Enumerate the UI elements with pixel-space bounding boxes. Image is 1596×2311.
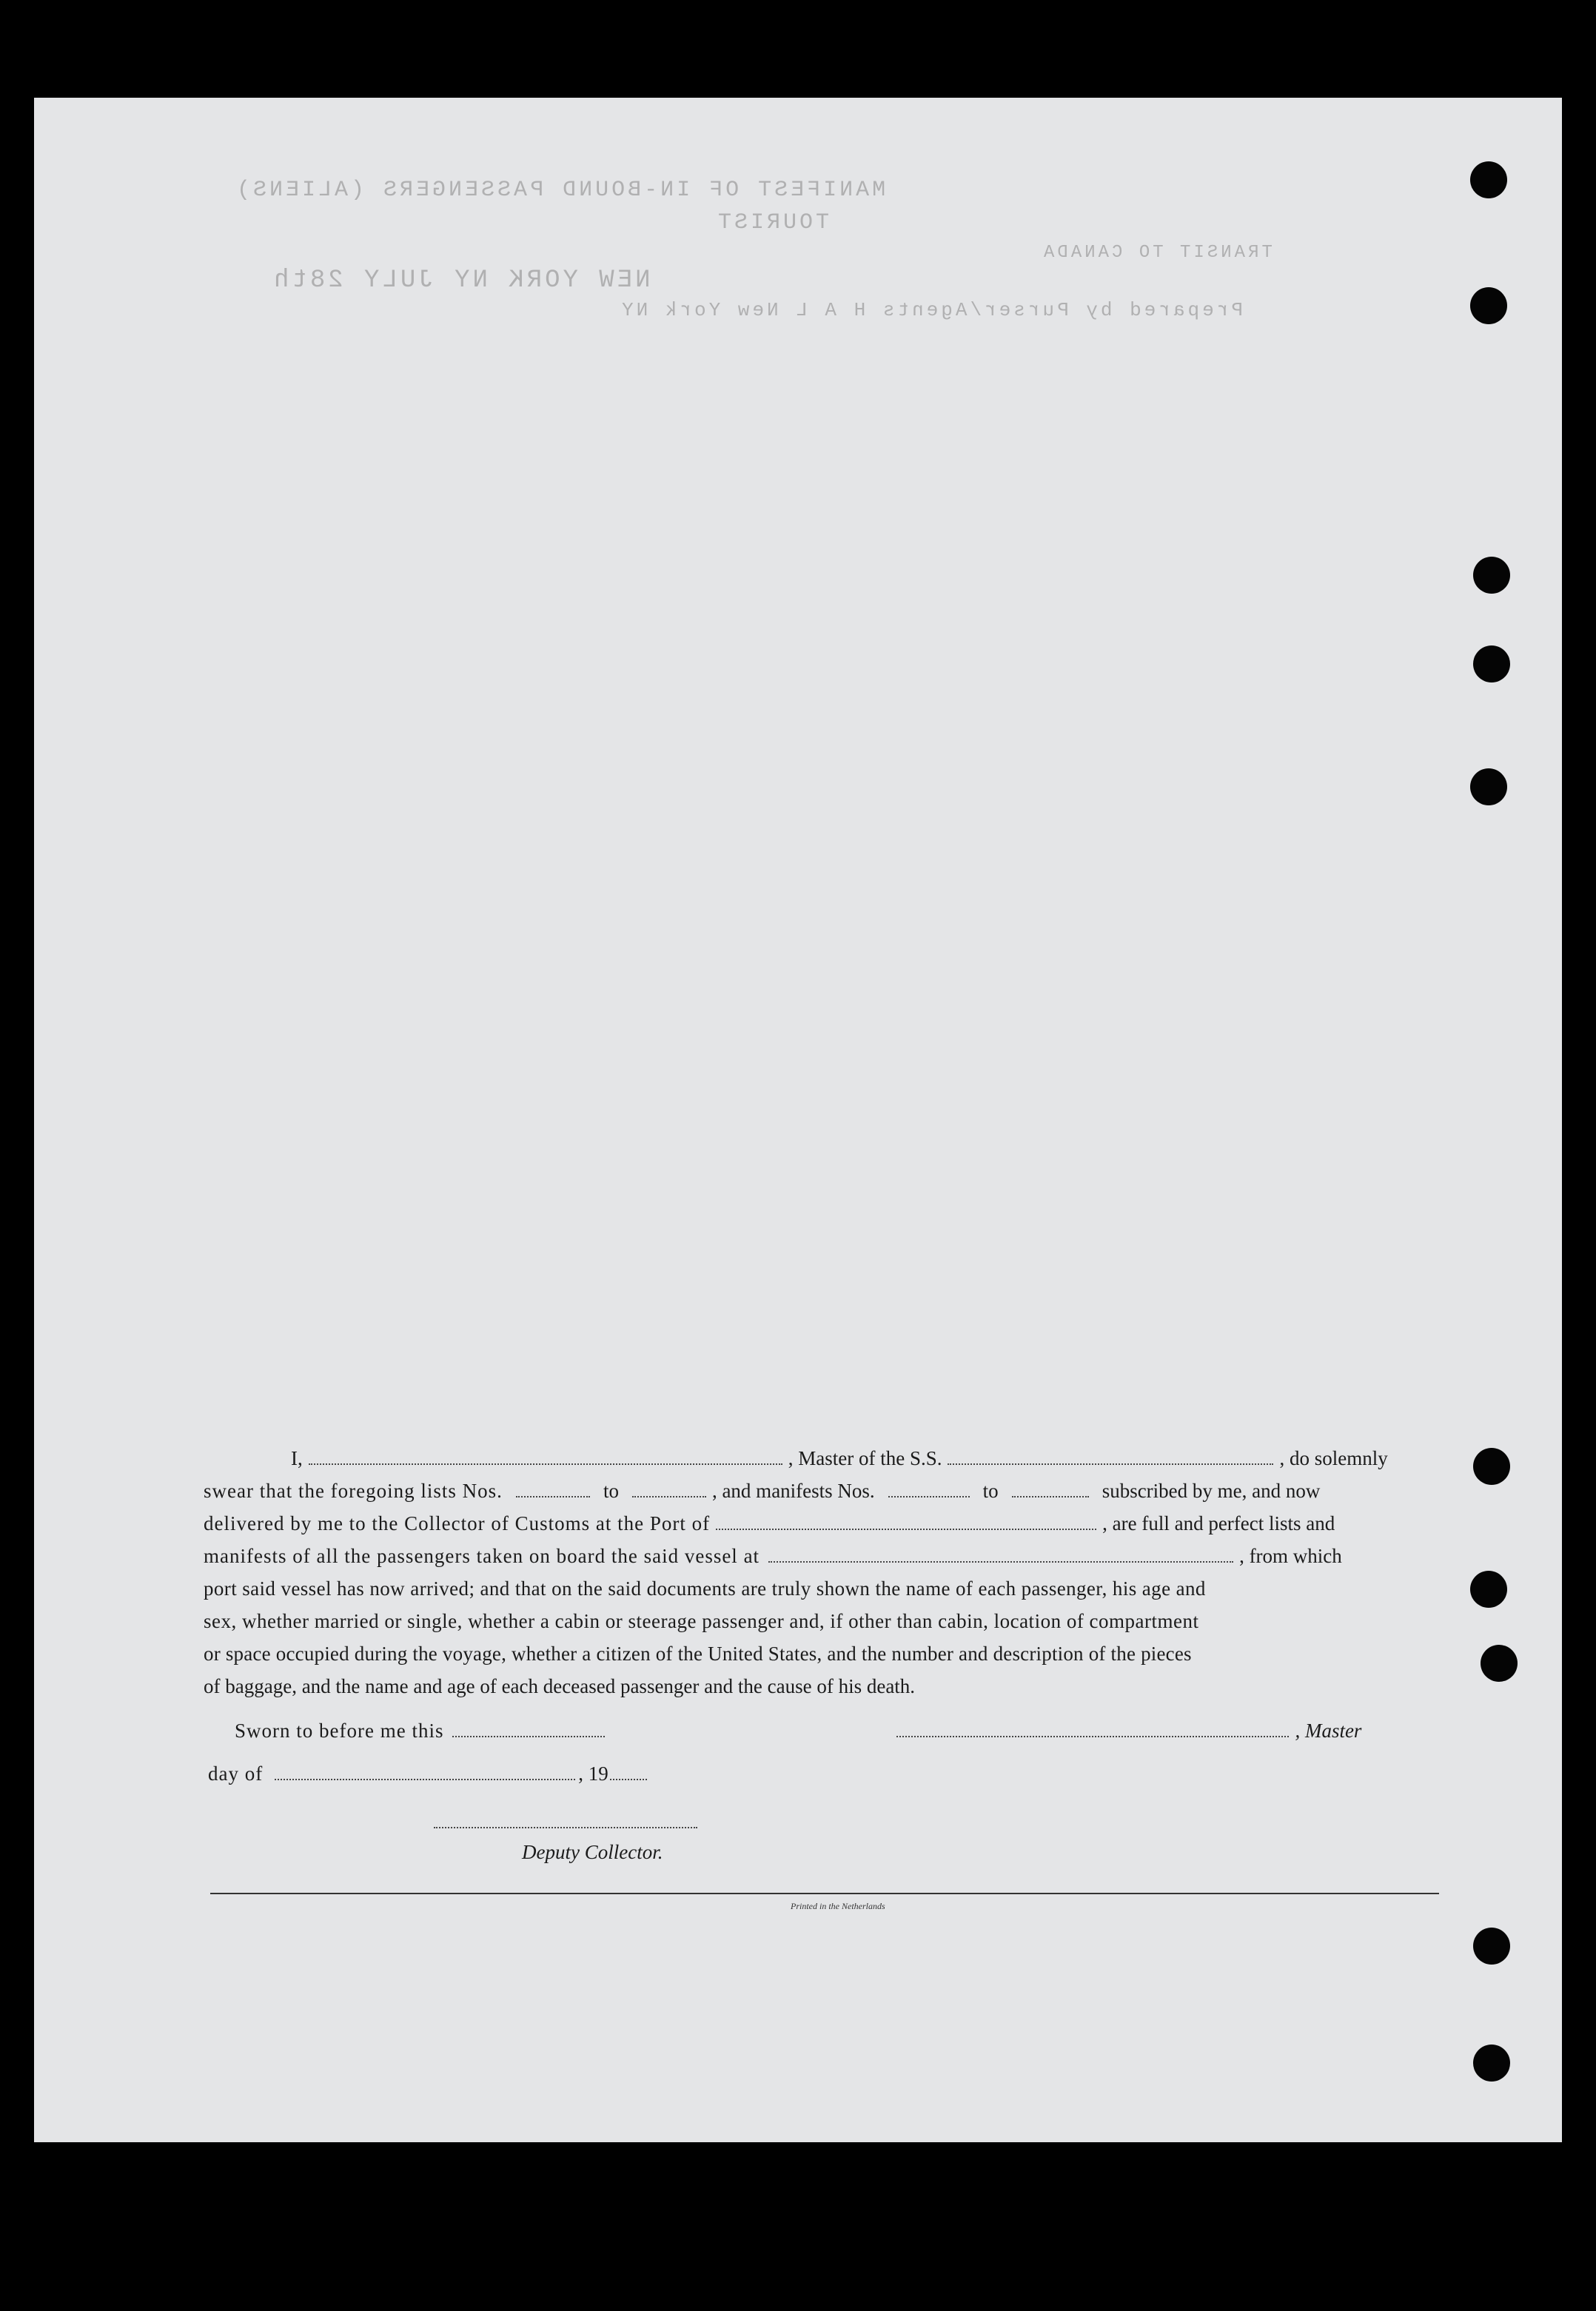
oath-text: swear that the foregoing lists Nos. bbox=[204, 1480, 503, 1502]
punch-hole bbox=[1473, 1448, 1510, 1485]
oath-line-6 bbox=[204, 1608, 1440, 1634]
oath-text: , do solemnly bbox=[1279, 1447, 1388, 1469]
oath-text: , and manifests Nos. bbox=[711, 1480, 875, 1502]
oath-text: or space occupied during the voyage, whether a citizen of the United States, and the number and description of the pieces bbox=[204, 1643, 1192, 1665]
embark-port-blank bbox=[768, 1546, 1233, 1563]
printer-credit: Printed in the Netherlands bbox=[791, 1901, 885, 1911]
oath-text: to bbox=[982, 1480, 999, 1502]
oath-line-5 bbox=[204, 1575, 1440, 1602]
oath-text: , Master of the S.S. bbox=[788, 1447, 942, 1469]
punch-hole bbox=[1470, 161, 1507, 198]
bleed-through-text: MANIFEST OF IN-BOUND PASSENGERS (ALIENS) bbox=[234, 178, 886, 203]
sworn-date-blank bbox=[452, 1721, 605, 1737]
deputy-signature-blank bbox=[434, 1812, 697, 1828]
master-signature-blank bbox=[896, 1721, 1289, 1737]
master-name-blank bbox=[309, 1449, 782, 1465]
day-of-line bbox=[204, 1760, 1440, 1787]
oath-text: sex, whether married or single, whether a cabin or steerage passenger and, if other than cabin, location of compartment bbox=[204, 1610, 1199, 1632]
sworn-line bbox=[204, 1717, 1440, 1744]
punch-hole bbox=[1470, 768, 1507, 805]
oath-line-1 bbox=[204, 1445, 1440, 1472]
bleed-through-text: Prepared by Purser/Agents H A L New York NY bbox=[619, 299, 1243, 321]
sworn-text: Sworn to before me this bbox=[235, 1720, 444, 1742]
punch-hole bbox=[1481, 1645, 1518, 1682]
oath-text: I, bbox=[291, 1447, 303, 1469]
list-to-blank bbox=[632, 1481, 706, 1497]
list-from-blank bbox=[516, 1481, 590, 1497]
bleed-through-text: TOURIST bbox=[715, 210, 830, 235]
vessel-name-blank bbox=[948, 1449, 1273, 1465]
oath-text: of baggage, and the name and age of each deceased passenger and the cause of his death. bbox=[204, 1675, 916, 1697]
punch-hole bbox=[1473, 645, 1510, 682]
punch-hole bbox=[1470, 1571, 1507, 1608]
manifest-from-blank bbox=[888, 1481, 970, 1497]
year-prefix: , 19 bbox=[578, 1762, 608, 1785]
oath-text: subscribed by me, and now bbox=[1102, 1480, 1321, 1502]
oath-line-2 bbox=[204, 1478, 1440, 1504]
day-of-text: day of bbox=[208, 1762, 264, 1785]
bleed-through-text: NEW YORK NY JULY 28th bbox=[271, 266, 651, 295]
punch-hole bbox=[1473, 2045, 1510, 2082]
month-blank bbox=[275, 1764, 575, 1780]
deputy-collector-label: Deputy Collector. bbox=[522, 1841, 663, 1863]
oath-line-7 bbox=[204, 1640, 1440, 1667]
oath-line-8 bbox=[204, 1673, 1440, 1700]
oath-text: port said vessel has now arrived; and that on the said documents are truly shown the name of each passenger, his age and bbox=[204, 1577, 1206, 1600]
footer-rule bbox=[210, 1893, 1439, 1894]
manifest-to-blank bbox=[1012, 1481, 1089, 1497]
oath-text: to bbox=[603, 1480, 619, 1502]
master-label: , Master bbox=[1295, 1720, 1362, 1742]
bleed-through-text: TRANSIT TO CANADA bbox=[1041, 243, 1273, 263]
oath-line-4 bbox=[204, 1543, 1440, 1569]
document-sheet bbox=[34, 98, 1562, 2142]
deputy-line bbox=[204, 1839, 1440, 1865]
punch-hole bbox=[1470, 287, 1507, 324]
punch-hole bbox=[1473, 557, 1510, 594]
oath-line-3 bbox=[204, 1510, 1440, 1537]
year-blank bbox=[610, 1764, 647, 1780]
oath-text: manifests of all the passengers taken on board the said vessel at bbox=[204, 1545, 760, 1567]
oath-text: , are full and perfect lists and bbox=[1102, 1512, 1335, 1534]
port-blank bbox=[716, 1514, 1096, 1530]
oath-text: , from which bbox=[1239, 1545, 1342, 1567]
oath-text: delivered by me to the Collector of Customs at the Port of bbox=[204, 1512, 711, 1534]
punch-hole bbox=[1473, 1928, 1510, 1965]
